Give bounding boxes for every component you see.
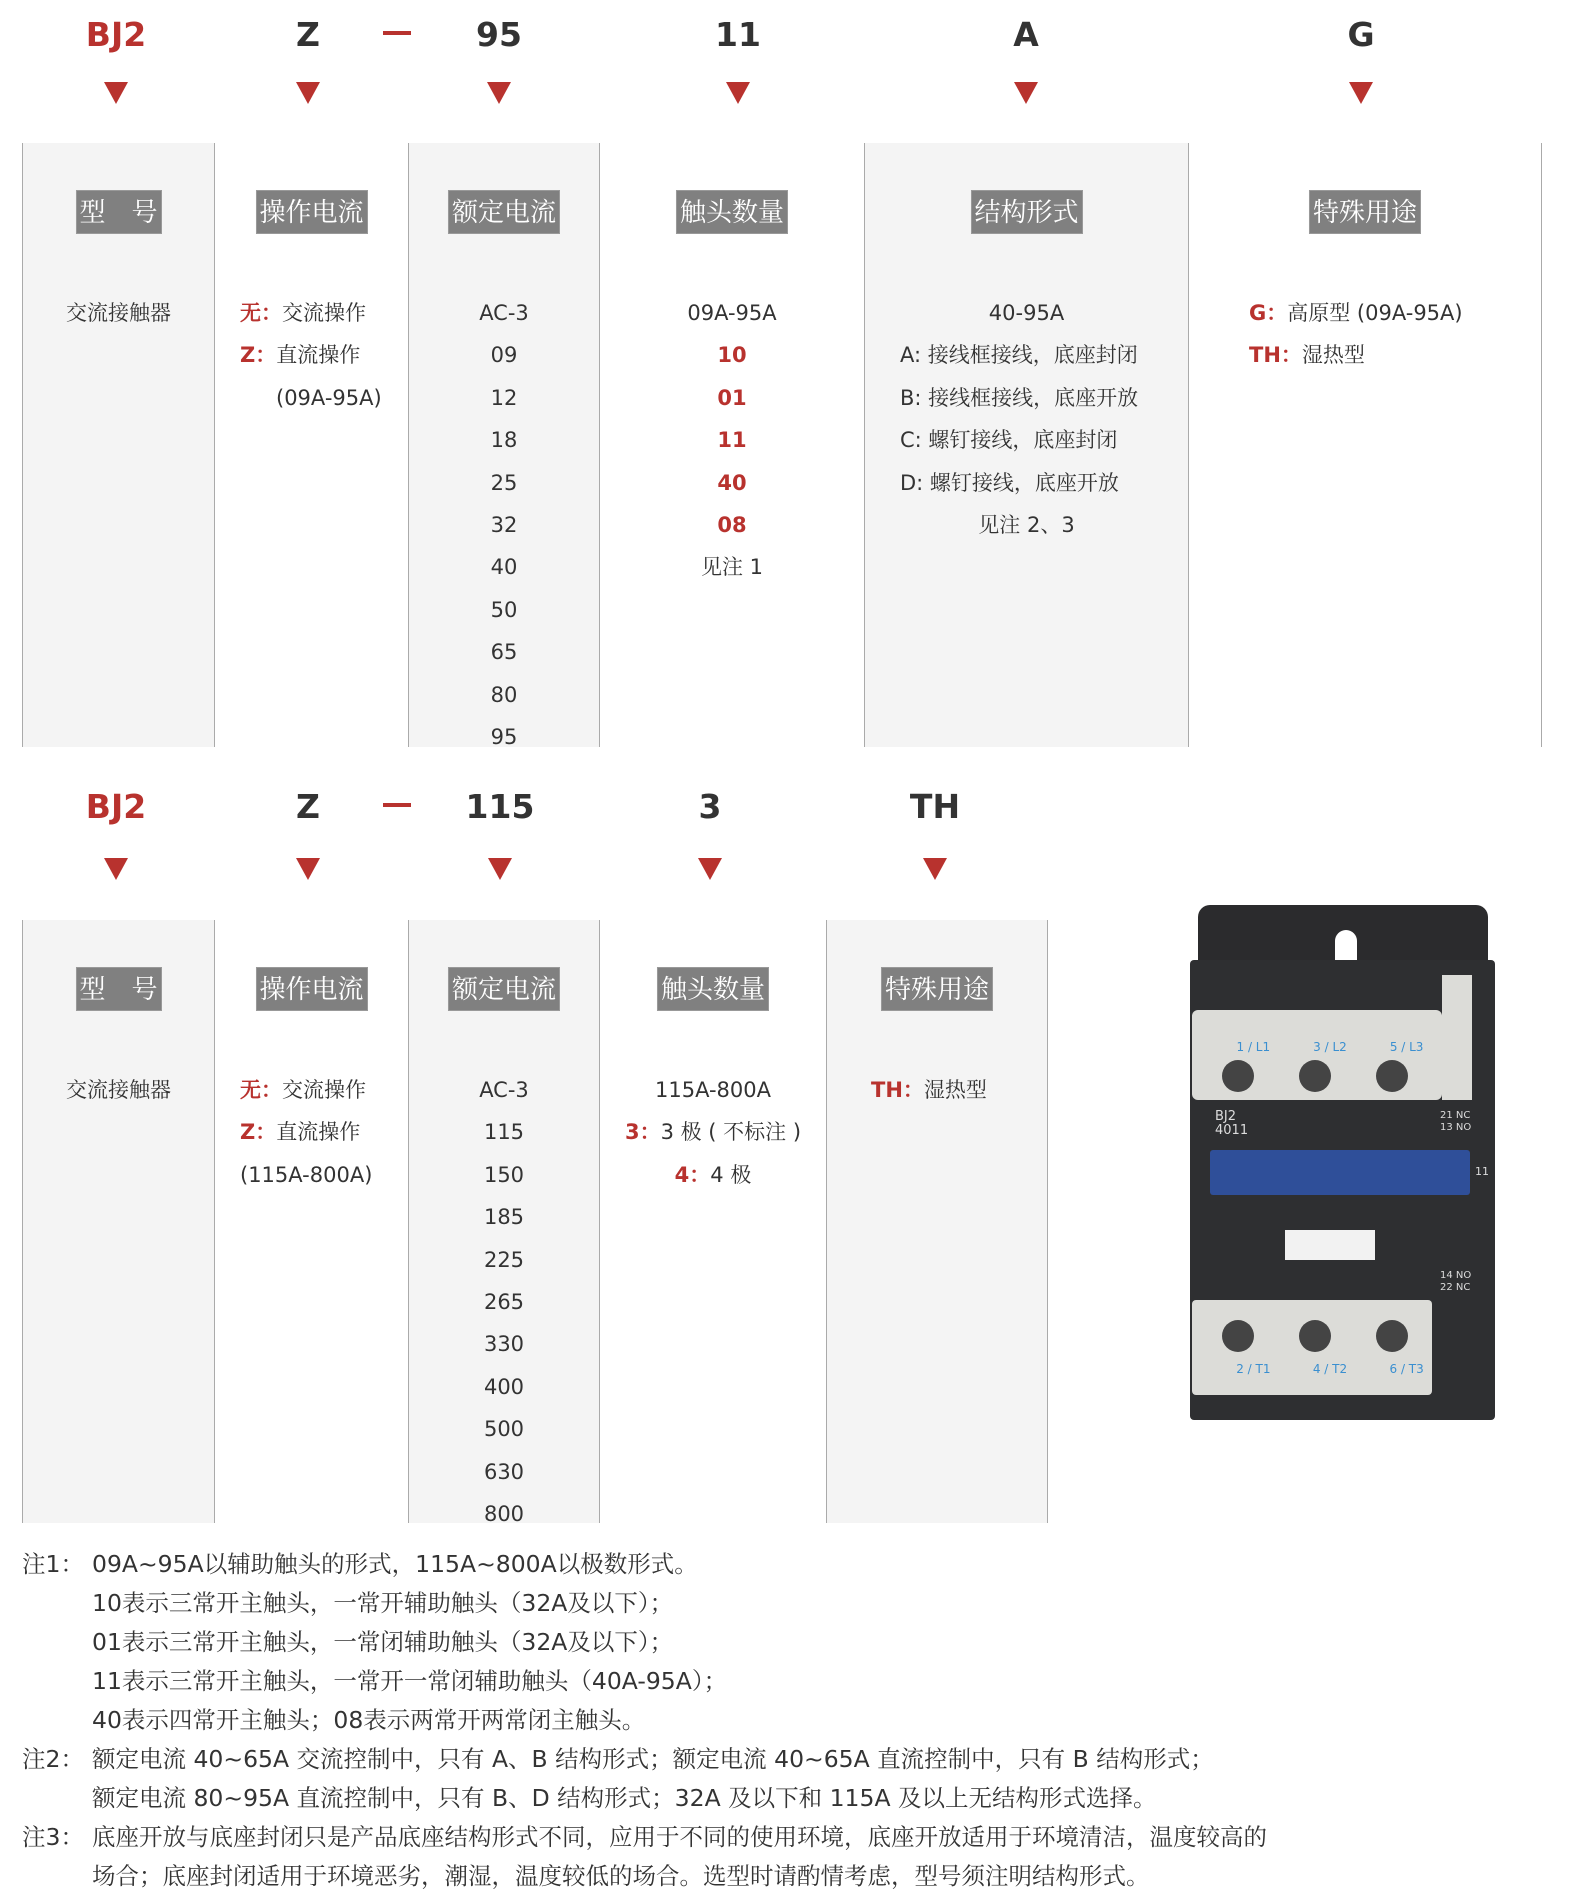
value-text: 500 bbox=[483, 1417, 525, 1442]
value-line bbox=[409, 419, 599, 461]
code-separator bbox=[383, 803, 411, 807]
value-text: 见注 1 bbox=[700, 555, 764, 580]
value-line bbox=[409, 334, 599, 376]
value-text: AC-3 bbox=[479, 301, 529, 325]
value-text: 150 bbox=[483, 1162, 525, 1187]
value-line bbox=[409, 1323, 599, 1365]
value-line bbox=[1249, 334, 1541, 376]
spec-column bbox=[22, 143, 214, 747]
value-prefix: G： bbox=[1249, 301, 1288, 325]
note-label: 注1： bbox=[22, 1550, 84, 1578]
spec-column bbox=[408, 920, 599, 1526]
note-text: 01表示三常开主触头，一常闭辅助触头（32A及以下）； bbox=[92, 1628, 674, 1656]
value-text: 3 极 ( 不标注 ) bbox=[660, 1120, 802, 1145]
value-text: 直流操作 bbox=[276, 343, 361, 368]
spec-column bbox=[214, 920, 408, 1523]
note-text: 11表示三常开主触头，一常开一常闭辅助触头（40A-95A）； bbox=[92, 1667, 728, 1695]
value-text: 交流接触器 bbox=[66, 1078, 171, 1102]
spec-column bbox=[22, 920, 214, 1523]
product-model: BJ2 bbox=[1215, 1109, 1237, 1124]
value-line bbox=[865, 292, 1188, 334]
column-values bbox=[600, 1069, 826, 1196]
value-text: 18 bbox=[490, 428, 518, 453]
value-text: 高原型 (09A-95A) bbox=[1287, 301, 1463, 325]
value-line bbox=[600, 1111, 826, 1153]
value-line bbox=[600, 377, 864, 419]
terminal-label: 5 / L3 bbox=[1389, 1040, 1424, 1054]
aux-label: 22 NC bbox=[1440, 1282, 1471, 1293]
aux-label: 21 NC bbox=[1440, 1110, 1471, 1121]
model-code-segment: TH bbox=[909, 787, 961, 826]
value-text: 11 bbox=[717, 428, 747, 453]
column-values bbox=[409, 292, 599, 758]
value-line bbox=[409, 504, 599, 546]
column-values bbox=[23, 1069, 214, 1111]
down-arrow-icon bbox=[923, 858, 947, 880]
column-values bbox=[871, 1069, 1047, 1111]
down-arrow-icon bbox=[698, 858, 722, 880]
model-code-segment: A bbox=[1013, 15, 1039, 54]
column-header-badge: 特殊用途 bbox=[881, 967, 993, 1011]
value-line bbox=[900, 377, 1188, 419]
model-code-segment: 95 bbox=[476, 15, 522, 54]
value-text: AC-3 bbox=[479, 1078, 529, 1102]
value-text: 225 bbox=[483, 1247, 525, 1272]
value-line bbox=[409, 589, 599, 631]
value-line bbox=[900, 462, 1188, 504]
down-arrow-icon bbox=[296, 858, 320, 880]
value-text: 直流操作 bbox=[276, 1120, 361, 1145]
value-text: 40-95A bbox=[988, 301, 1065, 325]
value-line bbox=[409, 1366, 599, 1408]
spec-column bbox=[599, 143, 864, 747]
column-values bbox=[900, 292, 1188, 546]
column-values bbox=[240, 292, 408, 419]
value-line bbox=[240, 377, 408, 419]
value-text: 01 bbox=[717, 385, 747, 410]
spec-column bbox=[864, 143, 1188, 747]
value-text: 115 bbox=[483, 1120, 525, 1145]
value-line bbox=[900, 419, 1188, 461]
notes-section bbox=[22, 1545, 1267, 1896]
value-text: 32 bbox=[490, 512, 518, 537]
value-line bbox=[409, 1111, 599, 1153]
note-line bbox=[22, 1662, 1267, 1701]
value-text: B: 接线框接线，底座开放 bbox=[900, 385, 1139, 410]
column-header-badge: 操作电流 bbox=[255, 190, 367, 234]
value-line bbox=[600, 292, 864, 334]
value-text: 交流接触器 bbox=[66, 301, 171, 325]
value-line bbox=[600, 1069, 826, 1111]
value-line bbox=[600, 546, 864, 588]
note-text: 场合；底座封闭适用于环境恶劣，潮湿，温度较低的场合。选型时请酌情考虑，型号须注明结构形式。 bbox=[92, 1862, 1150, 1890]
value-line bbox=[23, 1069, 214, 1111]
value-line bbox=[409, 1154, 599, 1196]
column-header-badge: 结构形式 bbox=[970, 190, 1082, 234]
value-line bbox=[409, 1408, 599, 1450]
value-line bbox=[409, 674, 599, 716]
spec-column bbox=[214, 143, 408, 747]
note-text: 09A~95A以辅助触头的形式，115A~800A以极数形式。 bbox=[92, 1550, 698, 1578]
value-text: 95 bbox=[490, 724, 518, 749]
value-line bbox=[409, 462, 599, 504]
column-header-badge: 额定电流 bbox=[448, 967, 560, 1011]
value-line bbox=[600, 462, 864, 504]
value-text: 800 bbox=[483, 1501, 525, 1526]
value-line bbox=[1249, 292, 1541, 334]
column-header-badge: 触头数量 bbox=[657, 967, 769, 1011]
note-text: 10表示三常开主触头，一常开辅助触头（32A及以下）； bbox=[92, 1589, 674, 1617]
column-values bbox=[409, 1069, 599, 1535]
value-prefix: 无： bbox=[240, 301, 282, 325]
value-text: 50 bbox=[490, 597, 518, 622]
value-line bbox=[409, 716, 599, 758]
value-text: 265 bbox=[483, 1289, 525, 1314]
value-prefix: 4： bbox=[674, 1162, 711, 1187]
value-text: 交流操作 bbox=[282, 1078, 366, 1102]
model-code-segment: 3 bbox=[698, 787, 722, 826]
value-prefix: Z： bbox=[240, 1120, 277, 1145]
column-header-badge: 型 号 bbox=[75, 190, 161, 234]
product-model-number: 4011 bbox=[1215, 1123, 1249, 1138]
column-values bbox=[1249, 292, 1541, 377]
value-text: 400 bbox=[483, 1374, 525, 1399]
value-text: 4 极 bbox=[710, 1162, 752, 1187]
value-text: D: 螺钉接线，底座开放 bbox=[900, 470, 1119, 495]
value-line bbox=[409, 1239, 599, 1281]
note-text: 额定电流 40~65A 交流控制中，只有 A、B 结构形式；额定电流 40~65A 直流控制中，只有 B 结构形式； bbox=[92, 1745, 1214, 1773]
note-label: 注2： bbox=[22, 1745, 84, 1773]
value-text: 08 bbox=[717, 512, 747, 537]
model-code-segment: BJ2 bbox=[85, 15, 147, 54]
note-line bbox=[22, 1545, 1267, 1584]
value-text: C: 螺钉接线，底座封闭 bbox=[900, 428, 1118, 453]
value-text: 湿热型 bbox=[923, 1078, 987, 1102]
terminal-label: 3 / L2 bbox=[1313, 1040, 1347, 1054]
down-arrow-icon bbox=[1014, 82, 1038, 104]
value-line bbox=[409, 1493, 599, 1535]
value-text: (09A-95A) bbox=[276, 385, 382, 410]
value-prefix: TH： bbox=[871, 1078, 924, 1102]
value-text: 25 bbox=[490, 470, 518, 495]
value-line bbox=[409, 377, 599, 419]
down-arrow-icon bbox=[1349, 82, 1373, 104]
value-line bbox=[240, 292, 408, 334]
value-text: 10 bbox=[717, 343, 747, 368]
model-code-segment: Z bbox=[296, 787, 320, 826]
column-header-badge: 操作电流 bbox=[255, 967, 367, 1011]
note-line bbox=[22, 1740, 1267, 1779]
value-line bbox=[409, 631, 599, 673]
model-code-segment: G bbox=[1347, 15, 1375, 54]
column-header-badge: 额定电流 bbox=[448, 190, 560, 234]
value-line bbox=[600, 504, 864, 546]
value-text: 09A-95A bbox=[687, 301, 777, 325]
value-line bbox=[871, 1069, 1047, 1111]
value-line bbox=[865, 504, 1188, 546]
note-line bbox=[22, 1623, 1267, 1662]
value-line bbox=[23, 292, 214, 334]
down-arrow-icon bbox=[296, 82, 320, 104]
down-arrow-icon bbox=[104, 82, 128, 104]
value-line bbox=[240, 334, 408, 376]
value-line bbox=[409, 1451, 599, 1493]
value-line bbox=[240, 1069, 408, 1111]
model-code-segment: 115 bbox=[465, 787, 535, 826]
value-line bbox=[409, 1069, 599, 1111]
value-text: 630 bbox=[483, 1459, 525, 1484]
down-arrow-icon bbox=[104, 858, 128, 880]
aux-label: 14 NO bbox=[1440, 1270, 1472, 1281]
value-text: 185 bbox=[483, 1205, 525, 1230]
column-values bbox=[23, 292, 214, 334]
note-line bbox=[22, 1818, 1267, 1857]
value-line bbox=[409, 1281, 599, 1323]
spec-column bbox=[408, 143, 599, 747]
column-values bbox=[240, 1069, 408, 1196]
note-line bbox=[22, 1584, 1267, 1623]
spec-column bbox=[826, 920, 1048, 1523]
value-prefix: Z： bbox=[240, 343, 277, 368]
value-prefix: 3： bbox=[624, 1120, 661, 1145]
column-header-badge: 型 号 bbox=[75, 967, 161, 1011]
note-text: 40表示四常开主触头；08表示两常开两常闭主触头。 bbox=[92, 1706, 646, 1734]
down-arrow-icon bbox=[726, 82, 750, 104]
value-text: 湿热型 bbox=[1301, 343, 1365, 368]
value-text: 80 bbox=[490, 682, 518, 707]
note-text: 额定电流 80~95A 直流控制中，只有 B、D 结构形式；32A 及以下和 115A 及以上无结构形式选择。 bbox=[92, 1784, 1157, 1812]
value-line bbox=[409, 1196, 599, 1238]
value-line bbox=[900, 334, 1188, 376]
value-line bbox=[600, 419, 864, 461]
value-line bbox=[600, 334, 864, 376]
down-arrow-icon bbox=[488, 858, 512, 880]
contactor-product-photo bbox=[1170, 900, 1520, 1430]
aux-count: 11 bbox=[1475, 1165, 1489, 1178]
value-text: 115A-800A bbox=[654, 1078, 771, 1102]
value-text: 12 bbox=[490, 385, 518, 410]
model-code-segment: BJ2 bbox=[85, 787, 147, 826]
terminal-label: 1 / L1 bbox=[1236, 1040, 1271, 1054]
value-line bbox=[240, 1111, 408, 1153]
column-header-badge: 触头数量 bbox=[676, 190, 788, 234]
model-code-segment: Z bbox=[296, 15, 320, 54]
note-line bbox=[22, 1779, 1267, 1818]
terminal-label: 6 / T3 bbox=[1389, 1362, 1424, 1376]
value-line bbox=[240, 1154, 408, 1196]
value-text: (115A-800A) bbox=[240, 1162, 373, 1187]
value-text: 40 bbox=[490, 555, 518, 580]
value-text: 330 bbox=[483, 1332, 525, 1357]
note-line bbox=[22, 1857, 1267, 1896]
value-text: 交流操作 bbox=[282, 301, 366, 325]
value-line bbox=[409, 546, 599, 588]
terminal-label: 2 / T1 bbox=[1236, 1362, 1271, 1376]
note-line bbox=[22, 1701, 1267, 1740]
value-prefix: 无： bbox=[240, 1078, 282, 1102]
column-values bbox=[600, 292, 864, 589]
model-code-segment: 11 bbox=[715, 15, 761, 54]
value-text: 40 bbox=[717, 470, 747, 495]
aux-label: 13 NO bbox=[1440, 1122, 1472, 1133]
column-header-badge: 特殊用途 bbox=[1309, 190, 1421, 234]
value-text: A: 接线框接线，底座封闭 bbox=[900, 343, 1138, 368]
value-text: 65 bbox=[490, 640, 518, 665]
spec-column bbox=[1188, 143, 1542, 747]
value-line bbox=[409, 292, 599, 334]
note-label: 注3： bbox=[22, 1823, 84, 1851]
value-text: 09 bbox=[490, 343, 518, 368]
value-prefix: TH： bbox=[1249, 343, 1302, 368]
spec-column bbox=[599, 920, 826, 1523]
value-line bbox=[600, 1154, 826, 1196]
terminal-label: 4 / T2 bbox=[1312, 1362, 1348, 1376]
down-arrow-icon bbox=[487, 82, 511, 104]
code-separator bbox=[383, 31, 411, 35]
note-text: 底座开放与底座封闭只是产品底座结构形式不同，应用于不同的使用环境，底座开放适用于环境清洁，温度较高的 bbox=[92, 1823, 1267, 1851]
value-text: 见注 2、3 bbox=[978, 512, 1075, 537]
